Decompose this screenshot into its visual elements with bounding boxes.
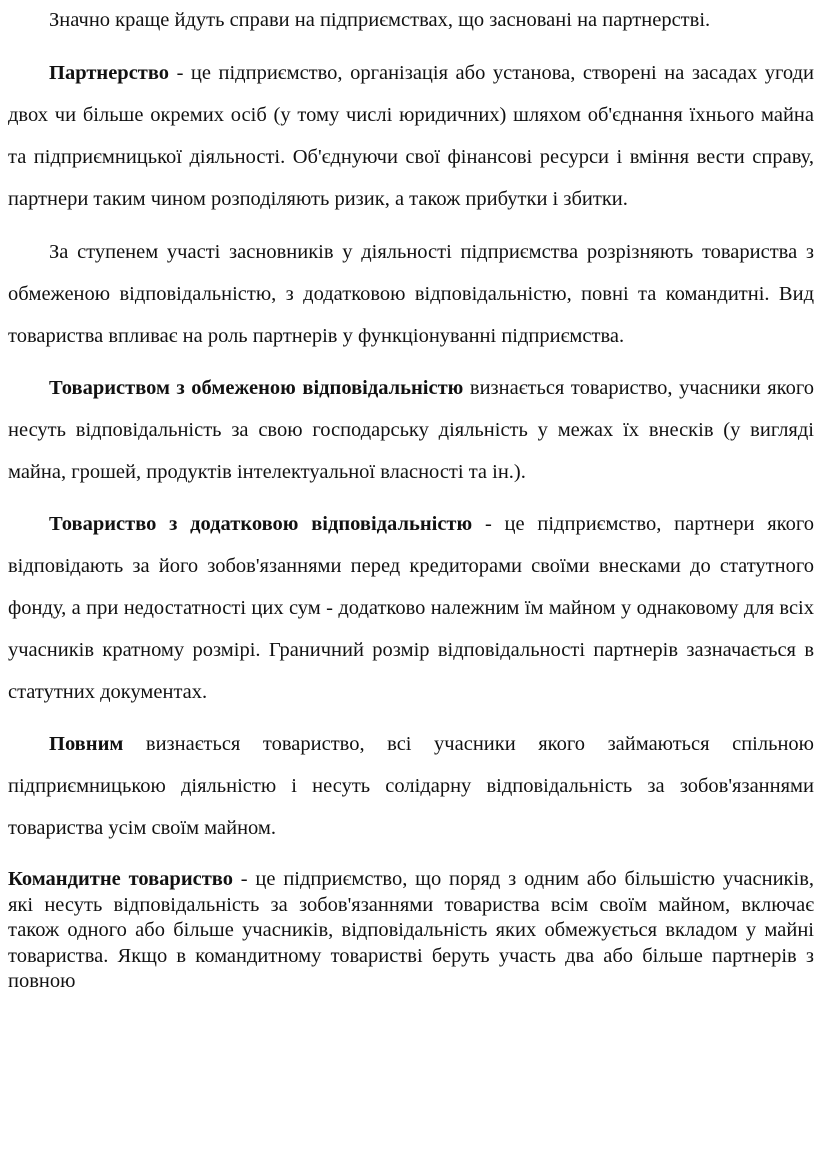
term-full-partnership: Повним — [49, 733, 124, 755]
paragraph-limited-liability — [8, 367, 814, 493]
paragraph-text: За ступенем участі засновників у діяльності підприємства розрізняють товариства з обмеженою відповідальністю, з додатковою відповідальністю, повні та командитні. Вид товариства впливає на роль партнерів у функціонуванні підприємства. — [8, 241, 814, 347]
document-page — [8, 0, 814, 995]
paragraph-additional-liability — [8, 503, 814, 713]
paragraph-intro — [8, 0, 814, 41]
term-partnership: Партнерство — [49, 62, 170, 84]
term-limited-partnership: Командитне товариство — [8, 868, 233, 890]
paragraph-text: визнається товариство, всі учасники якого займаються спільною підприємницькою діяльністю і несуть солідарну відповідальність за зобов'язаннями товариства усім своїм майном. — [8, 733, 814, 839]
paragraph-full-partnership — [8, 723, 814, 849]
paragraph-text: Значно краще йдуть справи на підприємствах, що засновані на партнерстві. — [49, 9, 711, 31]
paragraph-company-types — [8, 231, 814, 357]
paragraph-limited-partnership — [8, 867, 814, 995]
paragraph-text: - це підприємство, що поряд з одним або більшістю учасників, які несуть відповідальність за зобов'язаннями товариства всім своїм майном, включає також одного або більше учасників, відповідальність яких обмежується вкладом у майні товариства. Якщо в командитному товаристві беруть участь два або більше партнерів з повною — [8, 868, 814, 992]
term-limited-liability: Товариством з обмеженою відповідальністю — [49, 377, 464, 399]
paragraph-text: - це підприємство, організація або установа, створені на засадах угоди двох чи більше окремих осіб (у тому числі юридичних) шляхом об'єднання їхнього майна та підприємницької діяльності. Об'єднуючи свої фінансові ресурси і вміння вести справу, партнери таким чином розподіляють ризик, а також прибутки і збитки. — [8, 62, 814, 210]
paragraph-partnership — [8, 52, 814, 220]
term-additional-liability: Товариство з додатковою відповідальністю — [49, 513, 473, 535]
paragraph-text: - це підприємство, партнери якого відповідають за його зобов'язаннями перед кредиторами своїми внесками до статутного фонду, а при недостатності цих сум - додатково належним їм майном у однаковому для всіх учасників кратному розмірі. Граничний розмір відповідальності партнерів зазначається в статутних документах. — [8, 513, 814, 703]
paragraph-text: визнається товариство, учасники якого несуть відповідальність за свою господарську діяльність у межах їх внесків (у вигляді майна, грошей, продуктів інтелектуальної власності та ін.). — [8, 377, 814, 483]
